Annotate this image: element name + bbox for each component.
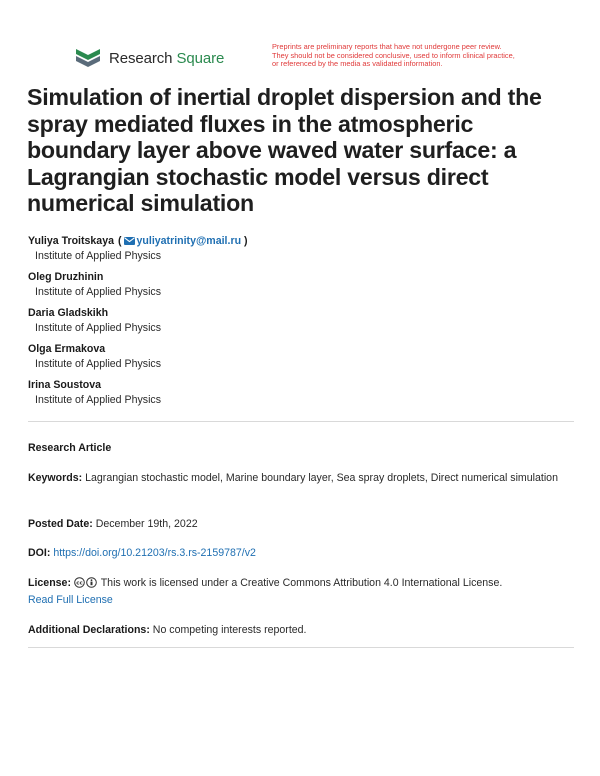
doi-section: [28, 545, 574, 562]
preprint-notice: [272, 43, 572, 69]
divider-bottom: [28, 647, 574, 648]
author-affiliation: Institute of Applied Physics: [35, 394, 162, 406]
author-name-line: [28, 234, 248, 248]
author-affiliation: Institute of Applied Physics: [35, 250, 162, 262]
research-square-logo-icon: [74, 47, 102, 69]
envelope-icon: [124, 237, 135, 245]
notice-line: They should not be considered conclusive, used to inform clinical practice,: [272, 50, 515, 60]
logo-word-square: Square: [176, 49, 225, 67]
keywords-value: Lagrangian stochastic model, Marine boundary layer, Sea spray droplets, Direct numerical simulation: [85, 472, 558, 484]
declarations-label: Additional Declarations:: [28, 624, 150, 636]
doi-label: DOI:: [28, 547, 51, 559]
author-affiliation: Institute of Applied Physics: [35, 322, 162, 334]
posted-date-section: [28, 516, 574, 533]
declarations-section: [28, 622, 574, 639]
author-name: Irina Soustova: [28, 379, 101, 391]
author-affiliation: Institute of Applied Physics: [35, 358, 162, 370]
paren-close: ): [244, 235, 248, 247]
paren-open: (: [117, 235, 122, 247]
paper-title: Simulation of inertial droplet dispersion and the spray mediated fluxes in the atmospheric boundary layer above waved water surface: a Lagrangian stochastic model versus direct numerical simulation: [27, 84, 542, 216]
doi-link[interactable]: https://doi.org/10.21203/rs.3.rs-2159787/v2: [53, 547, 256, 559]
license-text: This work is licensed under a Creative Commons Attribution 4.0 International License.: [100, 577, 503, 589]
svg-text:cc: cc: [76, 580, 83, 587]
notice-line: or referenced by the media as validated information.: [272, 59, 443, 69]
read-full-license-link[interactable]: Read Full License: [28, 594, 113, 606]
author-name: Oleg Druzhinin: [28, 271, 104, 283]
author-email: yuliyatrinity@mail.ru: [136, 235, 242, 247]
posted-date-value: December 19th, 2022: [95, 518, 198, 530]
author-entry: [28, 306, 248, 342]
logo-word-research: Research: [109, 49, 173, 67]
research-square-logo[interactable]: [74, 47, 224, 69]
author-name: Yuliya Troitskaya: [28, 235, 114, 247]
notice-line: Preprints are preliminary reports that have not undergone peer review.: [272, 42, 502, 51]
posted-date-label: Posted Date:: [28, 518, 93, 530]
logo-text: [109, 50, 224, 67]
keywords-section: [28, 470, 574, 487]
author-name: Daria Gladskikh: [28, 307, 109, 319]
author-entry: [28, 270, 248, 306]
article-type-label: Research Article: [28, 442, 112, 454]
author-name: Olga Ermakova: [28, 343, 106, 355]
author-affiliation: Institute of Applied Physics: [35, 286, 162, 298]
author-email-link[interactable]: [124, 234, 242, 248]
article-type: [28, 440, 574, 457]
license-section: [28, 575, 574, 609]
divider-top: [28, 421, 574, 422]
declarations-value: No competing interests reported.: [152, 624, 307, 636]
creative-commons-icon: [74, 577, 85, 588]
attribution-icon: [86, 577, 97, 588]
keywords-label: Keywords:: [28, 472, 83, 484]
author-entry: [28, 234, 248, 270]
cc-license-icons[interactable]: [74, 577, 97, 588]
author-entry: [28, 378, 248, 414]
author-list: [28, 234, 248, 414]
license-label: License:: [28, 577, 71, 589]
author-entry: [28, 342, 248, 378]
